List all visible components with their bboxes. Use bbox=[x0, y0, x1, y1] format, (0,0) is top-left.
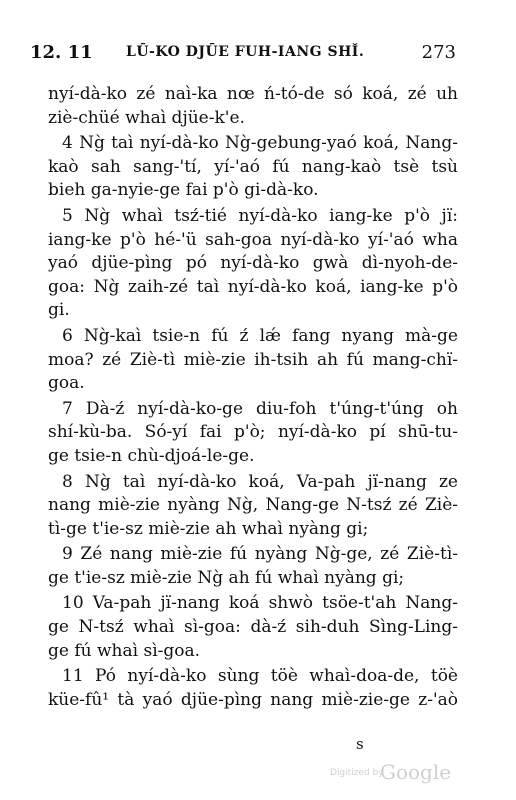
text-line: 11 Pó nyí-dà-ko sùng töè whaì-doa-de, töè bbox=[62, 666, 458, 687]
text-line: goa. bbox=[48, 373, 85, 394]
text-line: gi. bbox=[48, 300, 70, 321]
text-line: yaó djüe-pìng pó nyí-dà-ko gwà dì-nyoh-de- bbox=[48, 253, 458, 274]
text-line: bieh ga-nyie-ge fai p'ò gi-dà-ko. bbox=[48, 180, 319, 201]
text-line: goa: Ng̀ zaih-zé taì nyí-dà-ko koá, iang-ke p'ò bbox=[48, 276, 458, 297]
text-line: ge t'ie-sz miè-zie Ng̀ ah fú whaì nyàng gi; bbox=[48, 567, 405, 588]
watermark-logo-text: Google bbox=[380, 760, 452, 784]
page-body bbox=[48, 83, 458, 712]
text-line: 8 Ng̀ taì nyí-dà-ko koá, Va-pah jï-nang ze bbox=[62, 471, 458, 492]
text-line: 7 Dà-ź nyí-dà-ko-ge diu-foh t'úng-t'úng oh bbox=[62, 398, 458, 419]
running-header bbox=[30, 42, 456, 66]
page-number: 273 bbox=[421, 42, 456, 63]
text-line: ziè-chüé whaì djüe-k'e. bbox=[48, 107, 245, 128]
text-line: 4 Ng̀ taì nyí-dà-ko Ng̀-gebung-yaó koá, Nang- bbox=[62, 133, 458, 154]
text-line: ge fú whaì sì-goa. bbox=[48, 640, 201, 661]
text-line: moa? zé Ziè-tì miè-zie ih-tsih ah fú mang-chï- bbox=[48, 349, 458, 370]
text-line: 9 Zé nang miè-zie fú nyàng Ng̀-ge, zé Ziè-tì- bbox=[62, 544, 458, 565]
text-line: ge N-tsź whaì sì-goa: dà-ź sih-duh Sìng-Ling- bbox=[48, 617, 458, 638]
text-line: iang-ke p'ò hé-'ü sah-goa nyí-dà-ko yí-'aó wha bbox=[48, 229, 458, 250]
text-line: 6 Ng̀-kaì tsie-n fú ź lǽ fang nyang mà-ge bbox=[62, 325, 458, 346]
digitized-watermark bbox=[330, 760, 450, 786]
text-line: tì-ge t'ie-sz miè-zie ah whaì nyàng gi; bbox=[48, 518, 369, 539]
text-line: ge tsie-n chù-djoá-le-ge. bbox=[48, 445, 255, 466]
text-line: 10 Va-pah jï-nang koá shwò tsöe-t'ah Nang- bbox=[62, 593, 458, 614]
text-line: shí-kù-ba. Só-yí fai p'ò; nyí-dà-ko pí shū-tu- bbox=[48, 422, 458, 443]
chapter-verse-ref: 12. 11 bbox=[30, 42, 93, 63]
text-line: nyí-dà-ko zé naì-ka nœ ń-tó-de só koá, zé uh bbox=[48, 84, 458, 104]
text-line: 5 Ng̀ whaì tsź-tié nyí-dà-ko iang-ke p'ò jï: bbox=[62, 205, 458, 226]
text-line: nang miè-zie nyàng Ng̀, Nang-ge N-tsź zé Ziè- bbox=[48, 495, 458, 516]
watermark-prefix: Digitized by bbox=[330, 768, 384, 778]
text-line: küe-fû¹ tà yaó djüe-pìng nang miè-zie-ge z-'aò bbox=[48, 689, 458, 710]
signature-mark: s bbox=[356, 735, 364, 753]
text-line: kaò sah sang-'tí, yí-'aó fú nang-kaò tsè tsù bbox=[48, 156, 458, 177]
running-title: LŪ-KO DJŪE FUH-IANG SHĬ. bbox=[126, 44, 365, 60]
